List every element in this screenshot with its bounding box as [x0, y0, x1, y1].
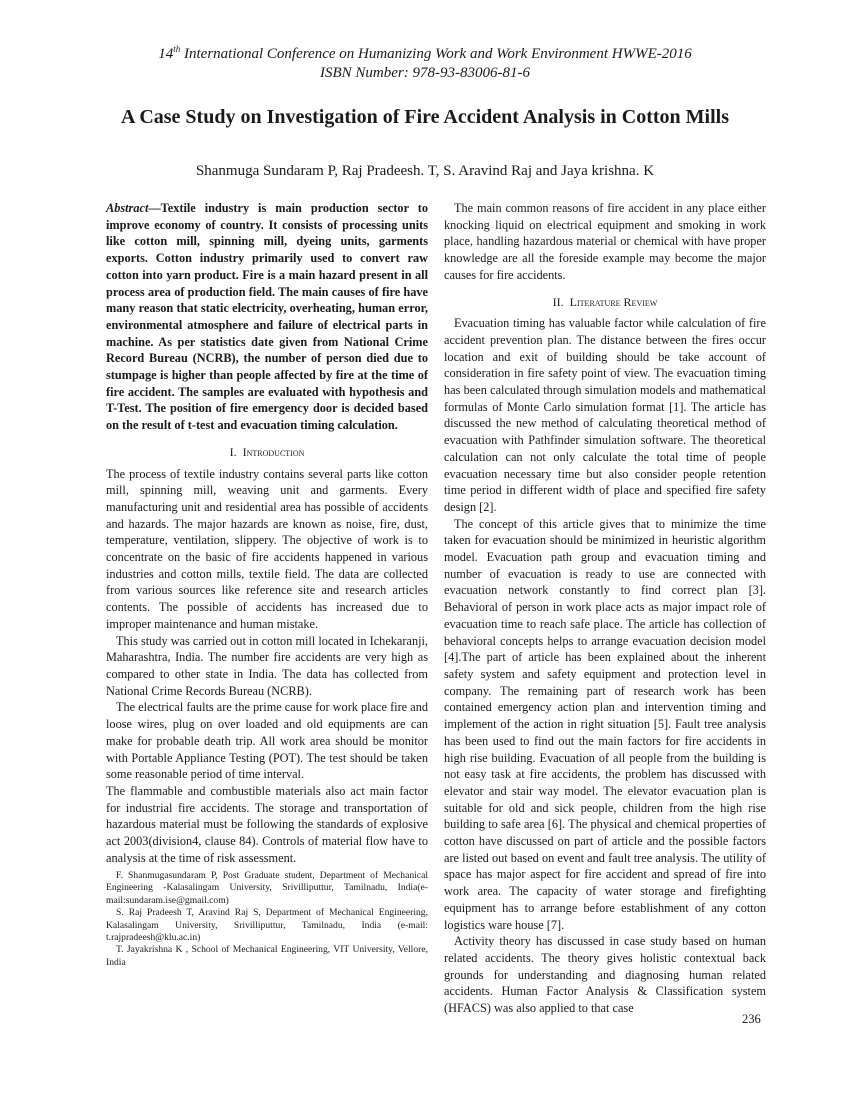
- isbn-line: ISBN Number: 978-93-83006-81-6: [320, 65, 530, 81]
- conference-header: [0, 40, 850, 83]
- footnote: S. Raj Pradeesh T, Aravind Raj S, Department of Mechanical Engineering, Kalasalingam University, Srivilliputtur, Tamilnadu, India (e-mail: t.rajpradeesh@klu.ac.in): [106, 907, 428, 944]
- literature-paragraph: Activity theory has discussed in case study based on human related accidents. The theory gives holistic contextual back grounds for understanding and diagnosing human related accidents. Human Factor Analysis & Classification system (HFACS) was also applied to that case: [444, 934, 766, 1016]
- conference-ordinal: 14: [158, 46, 174, 62]
- abstract: [106, 200, 428, 434]
- section-heading-literature-review: [444, 294, 766, 311]
- conference-ordinal-suffix: th: [173, 44, 181, 54]
- section-title: Literature Review: [569, 294, 658, 309]
- intro-paragraph: The process of textile industry contains several parts like cotton mill, spinning mill, weaving unit and garments. Every manufacturing unit and residential area has possible of accidents and hazards. The major hazards are known as noise, fire, dust, temperature, ventilation, slippery. The objective of work is to concentrate on the basic of fire accidents happened in various industries and cotton mills, textile field. The data are collected from various sources like reference site and research articles contents. The possible of accidents has increased due to improper maintenance and human mistake.: [106, 466, 428, 631]
- footnote: T. Jayakrishna K , School of Mechanical Engineering, VIT University, Vellore, India: [106, 944, 428, 968]
- page-number: 236: [742, 1012, 761, 1026]
- abstract-text: —Textile industry is main production sector to improve economy of country. It consists of processing units like cotton mill, spinning mill, dyeing units, garments exports. Cotton industry primarily used to convert raw cotton into yarn product. Fire is a main hazard present in all process area of production field. The main causes of fire have many reason that static electricity, overheating, human error, environmental atmosphere and failure of electrical parts in machine. As per statistics date given from National Crime Record Bureau (NCRB), the number of person died due to stumpage is higher than people affected by fire at the time of fire accident. The samples are evaluated with hypothesis and T-Test. The position of fire emergency door is decided based on the result of t-test and evacuation timing calculation.: [106, 201, 428, 433]
- abstract-label: Abstract: [106, 201, 149, 215]
- author-list: Shanmuga Sundaram P, Raj Pradeesh. T, S. Aravind Raj and Jaya krishna. K: [195, 163, 655, 179]
- literature-paragraph: The concept of this article gives that to minimize the time taken for evacuation should be minimized in heuristic algorithm model. Evacuation path group and evacuation timing and number of evacuation is ready to use are connected with evacuation network constantly to find correct plan [3]. Behavioral of person in work place acts as major impact role of evacuation time to reach safe place. The article has collection of behavioral concepts helps to arrange evacuation decision model [4].The part of article has been explained about the inherent safety system and safety equipment and protection level in company. The remaining part of research work has been contained emergency action plan and intervention timing and implement of the action in right situation [5]. Fault tree analysis has been used to find out the main factors for fire accidents in high rise building. Evacuation of all people from the building is not easy task at fire accidents, the problem has discussed with elevator and stair way model. The elevator evacuation plan is suitable for old and sick people, children from the high rise building to safe area [6]. The physical and chemical properties of cotton have discussed on part of article and the possible factors are listed out based on event and fault tree analysis. The utility of space has major aspect for fire accident and spread of fire into work area. The capacity of water storage and firefighting equipment has to arrange before establishment of any cotton logistics ware house [7].: [444, 516, 766, 932]
- conference-line: [0, 40, 850, 64]
- author-footnotes: [106, 870, 428, 969]
- intro-continuation-paragraph: The main common reasons of fire accident in any place either knocking liquid on electrical equipment and smoking in work place, handling hazardous material or chemical with have proper knowledge are all the foreside example may become the major causes for fire accidents.: [444, 201, 766, 282]
- left-column: [106, 200, 428, 866]
- footnote: F. Shanmugasundaram P, Post Graduate student, Department of Mechanical Engineering -Kalasalingam University, Srivilliputtur, Tamilnadu, India(e-mail:sundaram.ise@gmail.com): [106, 870, 428, 906]
- conference-name: International Conference on Humanizing Work and Work Environment HWWE-2016: [180, 46, 692, 62]
- section-heading-introduction: [106, 444, 428, 461]
- intro-paragraph: The flammable and combustible materials also act main factor for industrial fire accidents. The storage and transportation of hazardous material must be following the standards of explosive act 2003(division4, clause 84). Controls of material flow have to analysis at the time of risk assessment.: [106, 783, 428, 865]
- section-number: I.: [229, 444, 237, 459]
- section-title: Introduction: [242, 444, 305, 459]
- literature-paragraph: Evacuation timing has valuable factor while calculation of fire accident prevention plan. The distance between the fires occur location and exit of building should be take account of consideration in fire safety point of view. The evacuation timing has been calculated through simulation models and mathematical formulas of Monte Carlo simulation format [1]. The article has discussed the new method of calculating theoretical method of evacuation with Pathfinder simulation software. The theoretical calculation can not only calculate the total time of people evacuation necessary time but also consider people retention time period in different width of place and specified fire safety design [2].: [444, 316, 766, 514]
- right-column: [444, 200, 766, 1017]
- section-number: II.: [552, 294, 564, 309]
- paper-title: A Case Study on Investigation of Fire Accident Analysis in Cotton Mills: [120, 106, 730, 128]
- intro-paragraph: This study was carried out in cotton mill located in Ichekaranji, Maharashtra, India. The number fire accidents are very high as compared to other state in India. The data has collected from National Crime Records Bureau (NCRB).: [106, 633, 428, 698]
- intro-paragraph: The electrical faults are the prime cause for work place fire and loose wires, plug on over loaded and old equipments are can make for probable death trip. All work area should be monitor with Portable Appliance Testing (POT). The test should be taken some reasonable period of time interval.: [106, 700, 428, 782]
